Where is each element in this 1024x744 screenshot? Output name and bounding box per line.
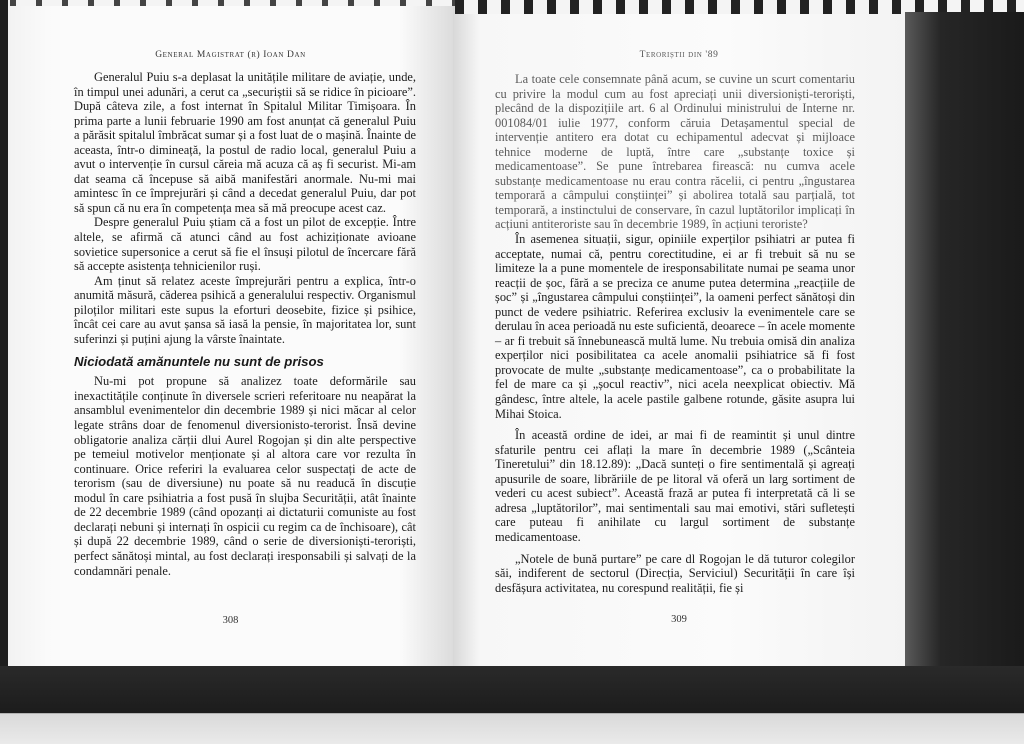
right-page bbox=[453, 6, 905, 674]
left-page-text bbox=[74, 70, 416, 578]
right-paragraph-2: În asemenea situații, sigur, opiniile experților psihiatri ar putea fi acceptate, numai că, pentru corectitudine, ei ar fi trebuit să nu se limiteze la a pune momentele de iresponsabilitate numai pe seama unor reacții de șoc, fără a se preciza ce anume putea determina „reacțiile de șoc” și „îngustarea câmpului conștiinței”, la oameni perfect sănătoși din punct de vedere psihiatric. Referirea exclusiv la evenimentele care se derulau în acea perioadă nu este suficientă, deoarece – în acele momente – ar fi trebuit să înnebunească multă lume. Nu trebuia omisă din analiza experților nici posibilitatea ca acele anomalii psihiatrice să fi fost provocate de multe „substanțe medicamentoase”, ca o probabilitate la fel de mare ca și „șocul reactiv”, nici acela neexplicat obiectiv. Mă gândesc, între altele, la acele pastile galbene rotunde, găsite asupra lui Mihai Stoica. bbox=[495, 232, 855, 421]
right-page-text bbox=[495, 72, 855, 595]
scan-edge-left bbox=[0, 0, 8, 744]
left-paragraph-1: Generalul Puiu s-a deplasat la unitățile militare de aviație, unde, în timpul unei adunări, a cerut ca „securiștii să se ridice în picioare”. După câteva zile, a fost internat în Spitalul Militar Timișoara. În prima parte a lunii februarie 1990 am fost anunțat că generalul Puiu a părăsit spitalul îmbrăcat sumar și a fost luat de o mașină. Înainte de aceasta, într-o dimineață, la postul de radio local, generalul Puiu a avut o intervenție în cursul căreia mă acuza că aș fi securist. Mi-am dat seama că începuse să aibă manifestări anormale. Nu-mi mai amintesc în ce împrejurări și când a decedat generalul Puiu, dar pot să spun că nu era în competența mea să mă preocupe acest caz. bbox=[74, 70, 417, 215]
left-section-paragraph-1: Nu-mi pot propune să analizez toate deformările sau inexactitățile conținute în diversele scrieri referitoare nu neapărat la ansamblul evenimentelor din decembrie 1989 și nici măcar al celor legate strâns doar de fenomenul diversionisto-terorist. Însă devine obligatorie analiza cărții dlui Aurel Rogojan și din alte perspective pe temeiul motivelor menționate și al altora care vor rezulta în continuare. Orice referiri la evaluarea celor suspectați de acte de terorism (sau de diversiune) nu poate să nu readucă în discuție modul în care psihiatria a fost pusă în slujba Securității, atât înainte de 22 decembrie 1989 (când opozanți ai dictaturii comuniste au fost declarați nebuni și internați în ospicii cu regim ca de închisoare), cât și după 22 decembrie 1989, când o serie de diversioniști-teroriști, perfect sănătoși mintal, au fost declarați iresponsabili și salvați de la condamnări penale. bbox=[74, 374, 416, 578]
right-paragraph-3: În această ordine de idei, ar mai fi de reamintit și unul dintre sfaturile pentru cei aflați la mare în decembrie 1989 („Scânteia Tineretului” din 18.12.89): „Dacă sunteți o fire sentimentală și agreați apusurile de soare, librăriile de pe litoral vă oferă un larg sortiment de vederi cu acest subiect”. Această frază ar putea fi interpretată că li se adresa „luptătorilor”, mai sentimentali sau mai emotivi, stări sufletești care puteau fi anihilate cu largul sortiment de substanțe medicamentoase. bbox=[495, 428, 855, 544]
right-running-head: Teroriștii din '89 bbox=[639, 50, 719, 60]
right-paragraph-4: „Notele de bună purtare” pe care dl Rogojan le dă tuturor colegilor săi, indiferent de sectorul (Direcția, Serviciul) Securității în care își desfășura activitatea, nu corespund realității, fie și bbox=[495, 551, 855, 595]
scan-background-right bbox=[905, 12, 1024, 744]
spiral-binding-left bbox=[10, 0, 455, 6]
right-page-number: 309 bbox=[671, 614, 687, 625]
section-title: Niciodată amănuntele nu sunt de prisos bbox=[74, 354, 324, 370]
scan-background-bottom bbox=[0, 666, 1024, 744]
left-paragraph-3: Am ținut să relatez aceste împrejurări pentru a explica, într-o anumită măsură, căderea psihică a generalului respectiv. Organismul piloților militari este supus la eforturi deosebite, fizice și psihice, încât cei care au avut șansa să iasă la pensie, în majoritatea lor, sunt suferinzi și puțini ajung la vârste înaintate. bbox=[74, 273, 416, 346]
left-page-number: 308 bbox=[222, 615, 239, 626]
right-paragraph-1: La toate cele consemnate până acum, se cuvine un scurt comentariu cu privire la modul cum au fost apreciați unii diversioniști-teroriști, plecând de la dispozițiile art. 6 al Ordinului ministrului de Interne nr. 001084/01 iulie 1977, conform căruia Detașamentul special de intervenție antitero era dotat cu echipamentul adecvat și mijloace tehnice moderne de luptă, între care „substanțe toxice și medicamentoase”. Se pune întrebarea firească: nu cumva acele substanțe medicamentoase nu erau contra răcelii, ci pentru „îngustarea temporară a câmpului conștiinței” și abolirea totală sau parțială, tot temporară, a instinctului de conservare, în cazul luptătorilor implicați în acțiuni antiteroriste sau în decembrie 1989, în acțiuni teroriste? bbox=[495, 72, 855, 232]
left-page bbox=[8, 6, 453, 666]
left-running-head: General Magistrat (r) Ioan Dan bbox=[155, 50, 306, 60]
left-paragraph-2: Despre generalul Puiu știam că a fost un pilot de excepție. Între altele, se afirmă că atunci când au fost achiziționate avioane sovietice supersonice a cerut să fie el însuși pilotul de încercare fără să accepte asistența tehnicienilor ruși. bbox=[74, 215, 416, 274]
